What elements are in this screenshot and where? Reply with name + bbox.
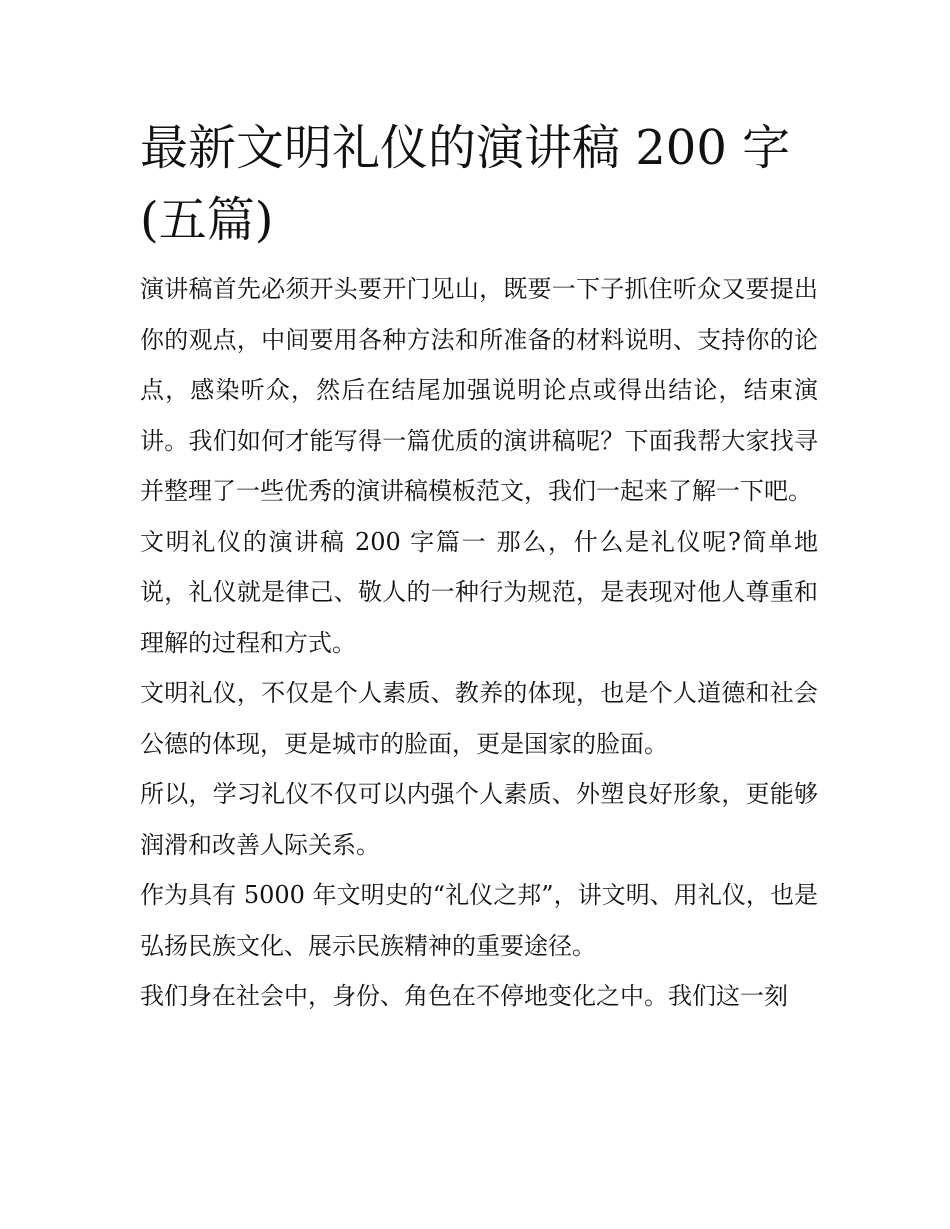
document-body [140,264,818,1022]
document-title: 最新文明礼仪的演讲稿 200 字 (五篇) [140,120,791,248]
body-paragraph-roles: 我们身在社会中，身份、角色在不停地变化之中。我们这一刻 [140,982,788,1010]
body-paragraph-definition: 文明礼仪的演讲稿 200 字篇一 那么，什么是礼仪呢?简单地说，礼仪就是律己、敬人的一种行为规范，是表现对他人尊重和理解的过程和方式。 [140,527,818,657]
body-paragraph-intro: 演讲稿首先必须开头要开门见山，既要一下子抓住听众又要提出你的观点，中间要用各种方法和所准备的材料说明、支持你的论点，感染听众，然后在结尾加强说明论点或得出结论，结束演讲。我们如何才能写得一篇优质的演讲稿呢？下面我帮大家找寻并整理了一些优秀的演讲稿模板范文，我们一起来了解一下吧。 [140,275,818,505]
body-paragraph-benefits: 所以，学习礼仪不仅可以内强个人素质、外塑良好形象，更能够润滑和改善人际关系。 [140,780,818,859]
body-paragraph-heritage: 作为具有 5000 年文明史的“礼仪之邦”，讲文明、用礼仪，也是弘扬民族文化、展示民族精神的重要途径。 [140,881,818,960]
body-paragraph-significance: 文明礼仪，不仅是个人素质、教养的体现，也是个人道德和社会公德的体现，更是城市的脸面，更是国家的脸面。 [140,679,818,758]
